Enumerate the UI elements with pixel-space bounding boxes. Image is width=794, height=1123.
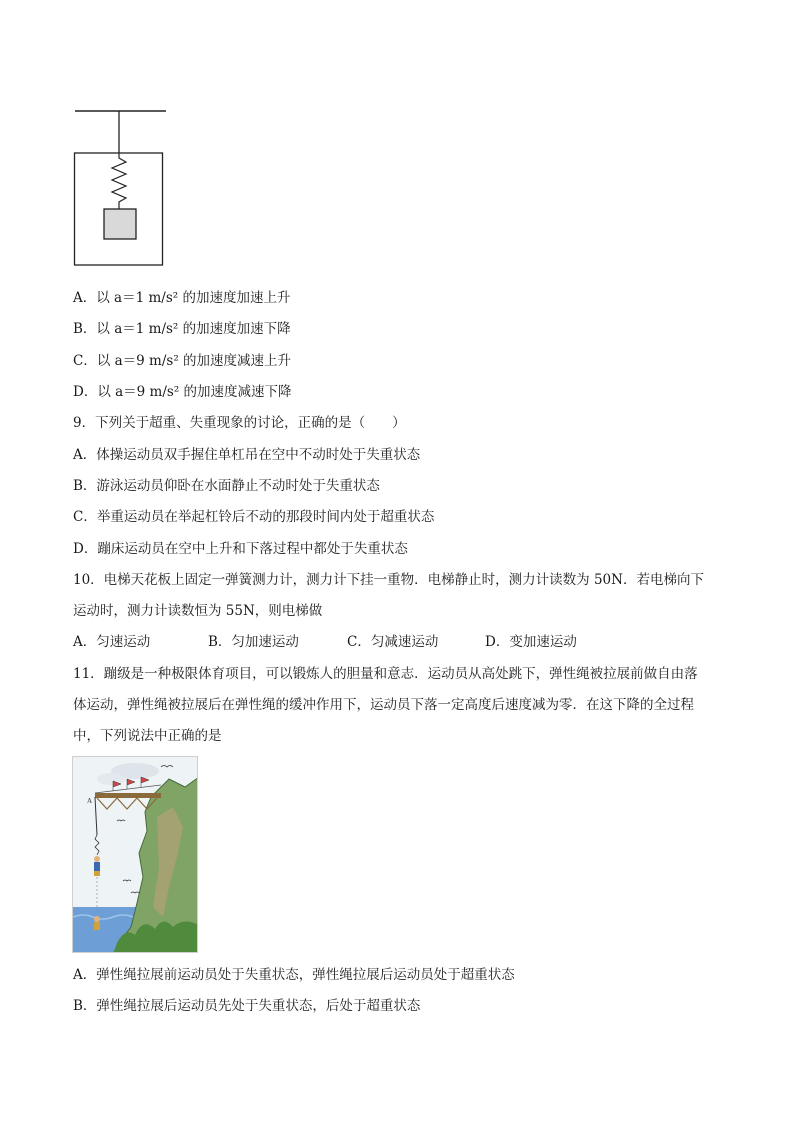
q10-option-a: A．匀速运动 [73,634,151,650]
q8-option-c: C．以 a＝9 m/s² 的加速度减速上升 [73,353,292,369]
bungee-scene [73,757,198,953]
bungee-jump-illustration [72,756,198,953]
cloud-2 [97,773,125,785]
q10-option-c: C．匀减速运动 [347,634,439,650]
q9-option-d: D．蹦床运动员在空中上升和下落过程中都处于失重状态 [73,541,408,557]
q8-option-b: B．以 a＝1 m/s² 的加速度加速下降 [73,321,291,337]
q9-option-a: A．体操运动员双手握住单杠吊在空中不动时处于失重状态 [73,447,421,463]
q11-option-b: B．弹性绳拉展后运动员先处于失重状态，后处于超重状态 [73,998,421,1014]
jumper-lower [94,916,100,930]
elevator-spring-diagram [73,108,168,268]
jump-platform [95,793,161,798]
weight-block [104,209,136,239]
q9-stem: 9．下列关于超重、失重现象的讨论，正确的是（ ） [73,415,406,431]
q9-option-c: C．举重运动员在举起杠铃后不动的那段时间内处于超重状态 [73,509,435,525]
q9-option-b: B．游泳运动员仰卧在水面静止不动时处于失重状态 [73,478,380,494]
q10-option-d: D．变加速运动 [485,634,577,650]
jumper-upper [94,856,100,876]
q8-option-a: A．以 a＝1 m/s² 的加速度加速上升 [73,290,291,306]
q8-option-d: D．以 a＝9 m/s² 的加速度减速下降 [73,384,292,400]
q11-stem-line3: 中，下列说法中正确的是 [73,728,222,744]
q10-option-b: B．匀加速运动 [208,634,299,650]
q10-stem-line1: 10．电梯天花板上固定一弹簧测力计，测力计下挂一重物．电梯静止时，测力计读数为 50N．若电梯向下 [73,572,704,588]
q11-stem-line2: 体运动，弹性绳被拉展后在弹性绳的缓冲作用下，运动员下落一定高度后速度减为零．在这下降的全过程 [73,697,694,713]
spring-coil [112,153,126,209]
q11-option-a: A．弹性绳拉展前运动员处于失重状态，弹性绳拉展后运动员处于超重状态 [73,967,515,983]
q11-stem-line1: 11．蹦级是一种极限体育项目，可以锻炼人的胆量和意志．运动员从高处跳下，弹性绳被拉展前做自由落 [73,666,698,682]
q10-stem-line2: 运动时，测力计读数恒为 55N，则电梯做 [73,603,323,619]
point-a-label: A [87,797,93,805]
